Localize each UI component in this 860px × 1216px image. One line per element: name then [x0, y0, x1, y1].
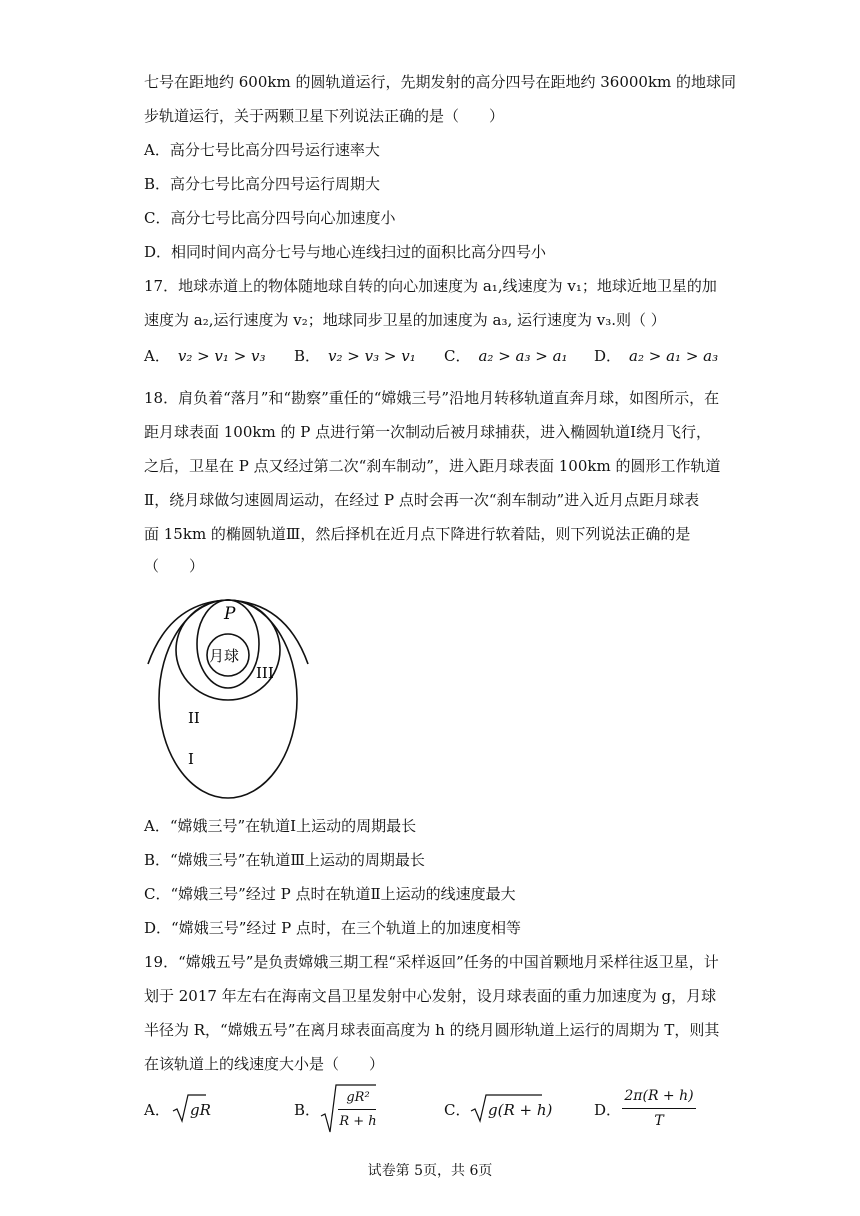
q17-option-c [444, 346, 568, 366]
q16-text-line: 七号在距地约 600km 的圆轨道运行，先期发射的高分四号在距地约 36000km 的地球同 [144, 73, 737, 91]
option-label: C． [444, 347, 471, 365]
fraction-bar [622, 1108, 696, 1109]
q19-text-line: 划于 2017 年左右在海南文昌卫星发射中心发射，设月球表面的重力加速度为 g，月球 [144, 987, 717, 1005]
option-expression: a₂ > a₃ > a₁ [478, 347, 568, 365]
orbit-diagram [140, 588, 320, 808]
page-footer: 试卷第 5页，共 6页 [367, 1163, 493, 1179]
option-expression: v₂ > v₁ > v₃ [177, 347, 266, 365]
q19-option-a-expression: gR [190, 1101, 211, 1119]
q18-text-line: 之后，卫星在 P 点又经过第二次“刹车制动”，进入距月球表面 100km 的圆形工作轨道 [144, 457, 721, 475]
orbit-III-label: III [256, 664, 274, 682]
q18-option-d: D．“嫦娥三号”经过 P 点时，在三个轨道上的加速度相等 [144, 919, 521, 937]
q18-option-c: C．“嫦娥三号”经过 P 点时在轨道Ⅱ上运动的线速度最大 [144, 885, 516, 903]
q19-option-c-expression: g(R + h) [488, 1101, 553, 1119]
q19-option-d-denominator: T [654, 1113, 664, 1129]
q19-options [144, 1090, 744, 1140]
q19-option-b-numerator: gR² [346, 1090, 370, 1105]
option-label: D． [594, 347, 622, 365]
fraction-bar [338, 1109, 376, 1110]
option-label: B． [294, 347, 321, 365]
q16-option-d: D．相同时间内高分七号与地心连线扫过的面积比高分四号小 [144, 243, 547, 261]
q17-option-b [294, 346, 416, 366]
q19-option-b-denominator: R + h [339, 1114, 377, 1129]
q19-text-line: 半径为 R，“嫦娥五号”在离月球表面高度为 h 的绕月圆形轨道上运行的周期为 T，则其 [144, 1021, 720, 1039]
moon-label: 月球 [209, 647, 240, 665]
q19-text-line: 19．“嫦娥五号”是负责嫦娥三期工程“采样返回”任务的中国首颗地月采样往返卫星，计 [144, 953, 719, 971]
q18-text-line: （ ） [144, 557, 205, 575]
q16-option-c: C．高分七号比高分四号向心加速度小 [144, 209, 396, 227]
q16-option-b: B．高分七号比高分四号运行周期大 [144, 175, 381, 193]
q18-option-a: A．“嫦娥三号”在轨道Ⅰ上运动的周期最长 [144, 817, 417, 835]
q17-option-a [144, 346, 266, 366]
option-label: D． [594, 1101, 622, 1119]
q17-option-d [594, 346, 718, 366]
q18-text-line: 距月球表面 100km 的 P 点进行第一次制动后被月球捕获，进入椭圆轨道Ⅰ绕月飞行， [144, 423, 712, 441]
q17-text-line: 17．地球赤道上的物体随地球自转的向心加速度为 a₁,线速度为 v₁；地球近地卫星的加 [144, 277, 717, 295]
option-expression: v₂ > v₃ > v₁ [328, 347, 416, 365]
option-label: A． [144, 1101, 170, 1119]
q19-text-line: 在该轨道上的线速度大小是（ ） [144, 1055, 385, 1073]
option-label: C． [444, 1101, 471, 1119]
q18-text-line: 18．肩负着“落月”和“勘察”重任的“嫦娥三号”沿地月转移轨道直奔月球，如图所示，在 [144, 389, 720, 407]
q18-text-line: 面 15km 的椭圆轨道Ⅲ，然后择机在近月点下降进行软着陆，则下列说法正确的是 [144, 525, 691, 543]
orbit-II-label: II [188, 709, 200, 727]
q17-text-line: 速度为 a₂,运行速度为 v₂；地球同步卫星的加速度为 a₃, 运行速度为 v₃.则（ ） [144, 311, 666, 329]
orbit-I-label: I [188, 750, 194, 768]
q18-option-b: B．“嫦娥三号”在轨道Ⅲ上运动的周期最长 [144, 851, 425, 869]
option-label: A． [144, 347, 170, 365]
transfer-trajectory-right [228, 600, 308, 664]
q19-option-d-numerator: 2π(R + h) [624, 1088, 694, 1104]
option-expression: a₂ > a₁ > a₃ [629, 347, 719, 365]
q16-text-line: 步轨道运行，关于两颗卫星下列说法正确的是（ ） [144, 107, 505, 125]
point-p-label: P [224, 604, 236, 624]
q16-option-a: A．高分七号比高分四号运行速率大 [144, 141, 380, 159]
option-label: B． [294, 1101, 321, 1119]
q18-text-line: Ⅱ，绕月球做匀速圆周运动，在经过 P 点时会再一次“刹车制动”进入近月点距月球表 [144, 491, 700, 509]
